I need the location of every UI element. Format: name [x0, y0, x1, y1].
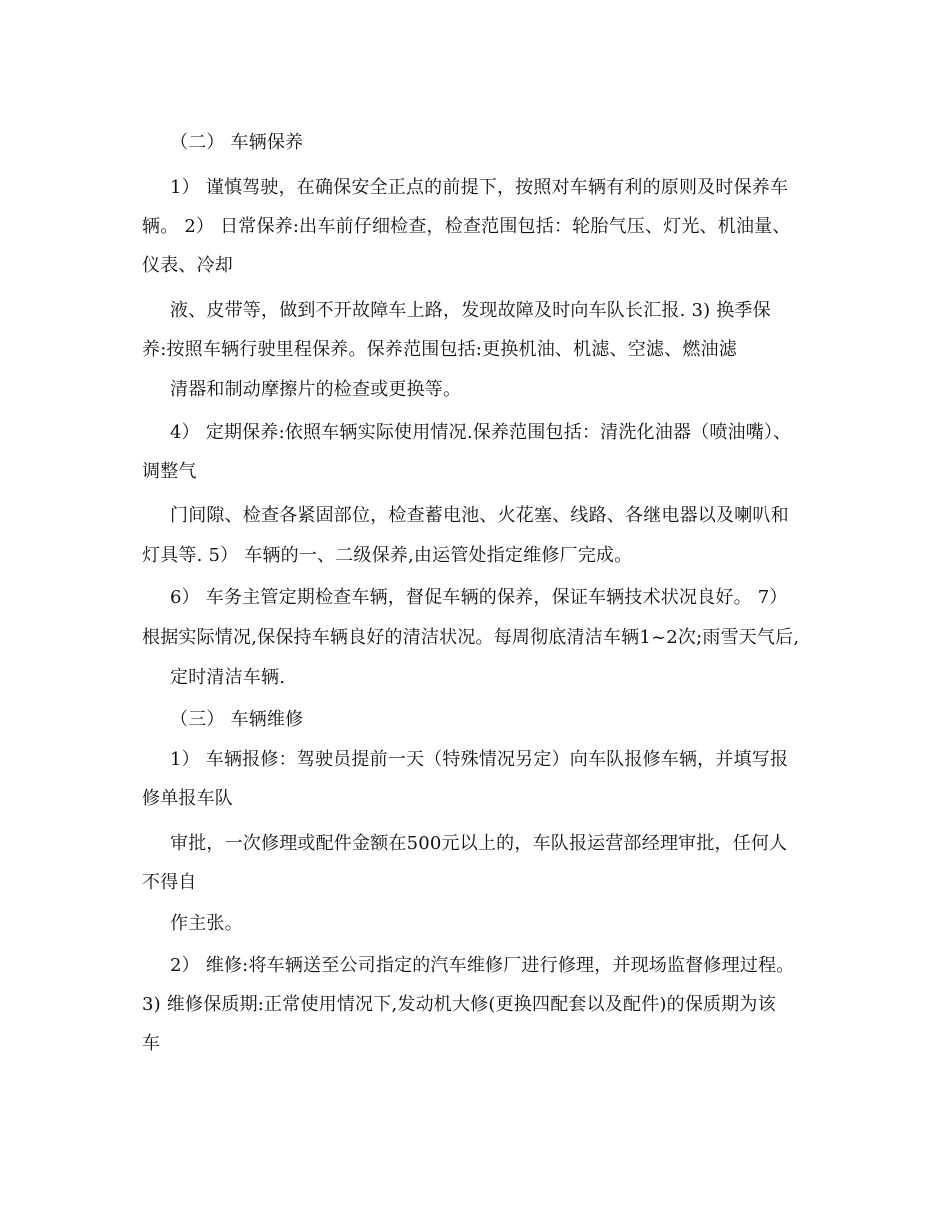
- paragraph-line: 1） 车辆报修：驾驶员提前一天（特殊情况另定）向车队报修车辆，并填写报: [170, 749, 789, 770]
- paragraph-line: 辆。 2） 日常保养:出车前仔细检查，检查范围包括：轮胎气压、灯光、机油量、: [142, 216, 791, 237]
- paragraph-line: 1） 谨慎驾驶，在确保安全正点的前提下，按照对车辆有利的原则及时保养车: [170, 177, 789, 198]
- paragraph-line: 作主张。: [170, 913, 243, 934]
- paragraph-line: 清器和制动摩擦片的检查或更换等。: [170, 379, 462, 400]
- paragraph-line: 养:按照车辆行驶里程保养。保养范围包括:更换机油、机滤、空滤、燃油滤: [142, 339, 737, 360]
- section-heading-repair: （三） 车辆维修: [170, 709, 304, 730]
- paragraph-line: 定时清洁车辆.: [170, 667, 286, 688]
- paragraph-line: 门间隙、检查各紧固部位，检查蓄电池、火花塞、线路、各继电器以及喇叭和: [170, 505, 789, 526]
- paragraph-line: 调整气: [142, 461, 197, 482]
- paragraph-line: 修单报车队: [142, 788, 233, 809]
- paragraph-line: 车: [142, 1033, 161, 1054]
- paragraph-line: 审批，一次修理或配件金额在500元以上的，车队报运营部经理审批，任何人: [170, 833, 788, 854]
- paragraph-line: 4） 定期保养:依照车辆实际使用情况.保养范围包括：清洗化油器（喷油嘴）、: [170, 422, 792, 443]
- paragraph-line: 3) 维修保质期:正常使用情况下,发动机大修(更换四配套以及配件)的保质期为该: [142, 994, 776, 1015]
- section-heading-maintenance: （二） 车辆保养: [170, 132, 304, 153]
- paragraph-line: 不得自: [142, 872, 197, 893]
- paragraph-line: 6） 车务主管定期检查车辆，督促车辆的保养，保证车辆技术状况良好。 7）: [170, 587, 788, 608]
- paragraph-line: 根据实际情况,保保持车辆良好的清洁状况。每周彻底清洁车辆1~2次;雨雪天气后,: [142, 627, 800, 648]
- paragraph-line: 仪表、冷却: [142, 255, 233, 276]
- paragraph-line: 灯具等. 5） 车辆的一、二级保养,由运管处指定维修厂完成。: [142, 545, 633, 566]
- paragraph-line: 液、皮带等，做到不开故障车上路，发现故障及时向车队长汇报. 3) 换季保: [170, 300, 771, 321]
- paragraph-line: 2） 维修:将车辆送至公司指定的汽车维修厂进行修理，并现场监督修理过程。: [170, 955, 795, 976]
